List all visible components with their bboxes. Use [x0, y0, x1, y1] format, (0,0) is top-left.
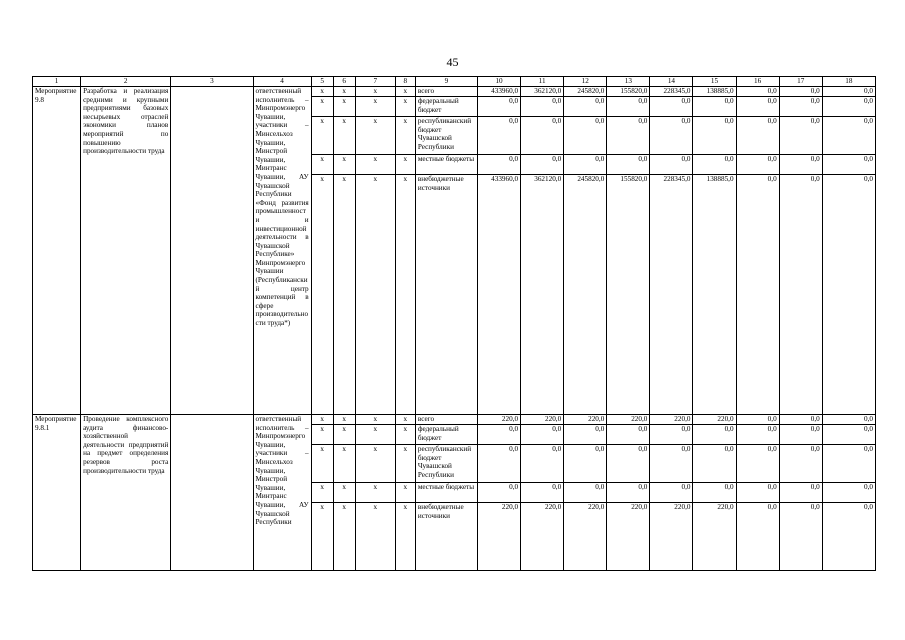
amount-cell: 245820,0	[564, 87, 607, 97]
code-cell: x	[333, 503, 355, 571]
amount-cell: 0,0	[650, 445, 693, 483]
column-header: 9	[415, 77, 477, 87]
amount-cell: 0,0	[521, 97, 564, 117]
funding-source: всего	[415, 415, 477, 425]
table-row	[33, 87, 876, 97]
amount-cell: 0,0	[736, 155, 779, 175]
code-cell: x	[333, 425, 355, 445]
amount-cell: 0,0	[822, 445, 875, 483]
code-cell: x	[395, 483, 415, 503]
amount-cell: 0,0	[607, 117, 650, 155]
event-title: Проведение комплексного аудита финансово-хозяйственной деятельности предприятий на предмет определения резервов роста производительности труда	[81, 415, 171, 571]
column-header: 4	[253, 77, 311, 87]
amount-cell: 0,0	[564, 117, 607, 155]
amount-cell: 0,0	[650, 97, 693, 117]
code-cell: x	[311, 117, 333, 155]
amount-cell: 0,0	[650, 155, 693, 175]
amount-cell: 0,0	[779, 483, 822, 503]
amount-cell: 228345,0	[650, 87, 693, 97]
amount-cell: 0,0	[736, 175, 779, 415]
amount-cell: 220,0	[564, 415, 607, 425]
code-cell: x	[355, 445, 395, 483]
event-id: Мероприятие 9.8.1	[33, 415, 81, 571]
code-cell: x	[395, 503, 415, 571]
amount-cell: 0,0	[736, 415, 779, 425]
amount-cell: 228345,0	[650, 175, 693, 415]
amount-cell: 220,0	[478, 503, 521, 571]
code-cell: x	[311, 97, 333, 117]
funding-source: всего	[415, 87, 477, 97]
amount-cell: 0,0	[478, 117, 521, 155]
amount-cell: 138885,0	[693, 87, 736, 97]
column-header: 18	[822, 77, 875, 87]
code-cell: x	[355, 155, 395, 175]
amount-cell: 433960,0	[478, 175, 521, 415]
amount-cell: 0,0	[564, 483, 607, 503]
amount-cell: 220,0	[693, 415, 736, 425]
column-header: 8	[395, 77, 415, 87]
amount-cell: 0,0	[521, 445, 564, 483]
funding-source: внебюджетные источники	[415, 503, 477, 571]
code-cell: x	[311, 87, 333, 97]
amount-cell: 138885,0	[693, 175, 736, 415]
amount-cell: 0,0	[779, 155, 822, 175]
code-cell: x	[355, 117, 395, 155]
amount-cell: 220,0	[650, 415, 693, 425]
amount-cell: 0,0	[607, 445, 650, 483]
code-cell: x	[355, 483, 395, 503]
amount-cell: 220,0	[564, 503, 607, 571]
column-header: 7	[355, 77, 395, 87]
code-cell: x	[311, 155, 333, 175]
code-cell: x	[333, 117, 355, 155]
column-header: 15	[693, 77, 736, 87]
column-3-cell	[171, 87, 253, 415]
code-cell: x	[395, 425, 415, 445]
amount-cell: 0,0	[736, 97, 779, 117]
amount-cell: 0,0	[822, 415, 875, 425]
amount-cell: 0,0	[607, 483, 650, 503]
code-cell: x	[333, 155, 355, 175]
code-cell: x	[311, 503, 333, 571]
amount-cell: 245820,0	[564, 175, 607, 415]
column-3-cell	[171, 415, 253, 571]
amount-cell: 362120,0	[521, 175, 564, 415]
responsible-executor: ответственный исполнитель – Минпромэнерго Чувашии, участники – Минсельхоз Чувашии, Минстрой Чувашии, Минтранс Чувашии, АУ Чувашской Республики	[253, 415, 311, 571]
amount-cell: 0,0	[564, 155, 607, 175]
amount-cell: 0,0	[736, 503, 779, 571]
amount-cell: 0,0	[779, 97, 822, 117]
code-cell: x	[311, 483, 333, 503]
funding-source: федеральный бюджет	[415, 97, 477, 117]
column-header: 11	[521, 77, 564, 87]
amount-cell: 0,0	[607, 97, 650, 117]
column-header: 10	[478, 77, 521, 87]
column-header: 12	[564, 77, 607, 87]
code-cell: x	[311, 445, 333, 483]
amount-cell: 220,0	[521, 415, 564, 425]
code-cell: x	[395, 445, 415, 483]
amount-cell: 0,0	[521, 117, 564, 155]
responsible-executor: ответственный исполнитель – Минпромэнерго Чувашии, участники – Минсельхоз Чувашии, Минстрой Чувашии, Минтранс Чувашии, АУ Чувашской Республики «Фонд развития промышленности и инвестиционной деятельности в Чувашской Республике» Минпромэнерго Чувашии (Республиканский центр компетенций в сфере производительности труда*)	[253, 87, 311, 415]
funding-source: федеральный бюджет	[415, 425, 477, 445]
amount-cell: 0,0	[693, 425, 736, 445]
amount-cell: 0,0	[779, 175, 822, 415]
amount-cell: 0,0	[650, 425, 693, 445]
amount-cell: 0,0	[478, 483, 521, 503]
funding-source: республиканский бюджет Чувашской Республики	[415, 445, 477, 483]
amount-cell: 0,0	[650, 483, 693, 503]
event-id: Мероприятие 9.8	[33, 87, 81, 415]
amount-cell: 220,0	[693, 503, 736, 571]
event-title: Разработка и реализация средними и крупными предприятиями базовых несырьевых отраслей экономики планов мероприятий по повышению производительности труда	[81, 87, 171, 415]
amount-cell: 0,0	[693, 445, 736, 483]
amount-cell: 0,0	[564, 425, 607, 445]
amount-cell: 155820,0	[607, 87, 650, 97]
amount-cell: 0,0	[779, 425, 822, 445]
amount-cell: 0,0	[521, 155, 564, 175]
amount-cell: 0,0	[650, 117, 693, 155]
column-header: 6	[333, 77, 355, 87]
table-row	[33, 415, 876, 425]
amount-cell: 0,0	[478, 445, 521, 483]
column-header: 1	[33, 77, 81, 87]
amount-cell: 0,0	[478, 425, 521, 445]
code-cell: x	[355, 97, 395, 117]
column-header: 5	[311, 77, 333, 87]
amount-cell: 0,0	[478, 155, 521, 175]
amount-cell: 220,0	[607, 503, 650, 571]
amount-cell: 0,0	[779, 87, 822, 97]
amount-cell: 0,0	[822, 97, 875, 117]
amount-cell: 220,0	[607, 415, 650, 425]
amount-cell: 0,0	[822, 117, 875, 155]
funding-source: местные бюджеты	[415, 483, 477, 503]
code-cell: x	[333, 97, 355, 117]
program-table	[32, 76, 876, 571]
code-cell: x	[355, 503, 395, 571]
amount-cell: 0,0	[607, 425, 650, 445]
amount-cell: 433960,0	[478, 87, 521, 97]
code-cell: x	[395, 87, 415, 97]
amount-cell: 0,0	[779, 415, 822, 425]
amount-cell: 0,0	[564, 445, 607, 483]
column-header: 17	[779, 77, 822, 87]
funding-source: местные бюджеты	[415, 155, 477, 175]
amount-cell: 0,0	[822, 503, 875, 571]
code-cell: x	[355, 87, 395, 97]
amount-cell: 0,0	[736, 483, 779, 503]
amount-cell: 220,0	[521, 503, 564, 571]
amount-cell: 220,0	[478, 415, 521, 425]
amount-cell: 0,0	[693, 483, 736, 503]
column-header: 3	[171, 77, 253, 87]
code-cell: x	[333, 415, 355, 425]
amount-cell: 0,0	[779, 503, 822, 571]
amount-cell: 0,0	[822, 483, 875, 503]
code-cell: x	[355, 415, 395, 425]
amount-cell: 0,0	[736, 425, 779, 445]
amount-cell: 0,0	[822, 175, 875, 415]
amount-cell: 0,0	[607, 155, 650, 175]
amount-cell: 0,0	[478, 97, 521, 117]
amount-cell: 0,0	[693, 97, 736, 117]
amount-cell: 0,0	[736, 117, 779, 155]
code-cell: x	[355, 175, 395, 415]
code-cell: x	[355, 425, 395, 445]
code-cell: x	[395, 415, 415, 425]
amount-cell: 155820,0	[607, 175, 650, 415]
amount-cell: 0,0	[822, 87, 875, 97]
funding-source: республиканский бюджет Чувашской Республики	[415, 117, 477, 155]
code-cell: x	[395, 117, 415, 155]
column-header: 13	[607, 77, 650, 87]
code-cell: x	[311, 175, 333, 415]
code-cell: x	[333, 445, 355, 483]
column-header-row	[33, 77, 876, 87]
amount-cell: 0,0	[822, 425, 875, 445]
code-cell: x	[395, 155, 415, 175]
column-header: 16	[736, 77, 779, 87]
amount-cell: 0,0	[736, 445, 779, 483]
amount-cell: 0,0	[736, 87, 779, 97]
code-cell: x	[333, 175, 355, 415]
amount-cell: 362120,0	[521, 87, 564, 97]
code-cell: x	[333, 483, 355, 503]
amount-cell: 0,0	[521, 483, 564, 503]
amount-cell: 0,0	[822, 155, 875, 175]
column-header: 2	[81, 77, 171, 87]
amount-cell: 0,0	[779, 445, 822, 483]
code-cell: x	[395, 175, 415, 415]
amount-cell: 0,0	[779, 117, 822, 155]
amount-cell: 0,0	[693, 117, 736, 155]
page-number: 45	[446, 55, 459, 69]
amount-cell: 220,0	[650, 503, 693, 571]
amount-cell: 0,0	[521, 425, 564, 445]
amount-cell: 0,0	[564, 97, 607, 117]
code-cell: x	[333, 87, 355, 97]
code-cell: x	[395, 97, 415, 117]
code-cell: x	[311, 415, 333, 425]
amount-cell: 0,0	[693, 155, 736, 175]
column-header: 14	[650, 77, 693, 87]
funding-source: внебюджетные источники	[415, 175, 477, 415]
code-cell: x	[311, 425, 333, 445]
